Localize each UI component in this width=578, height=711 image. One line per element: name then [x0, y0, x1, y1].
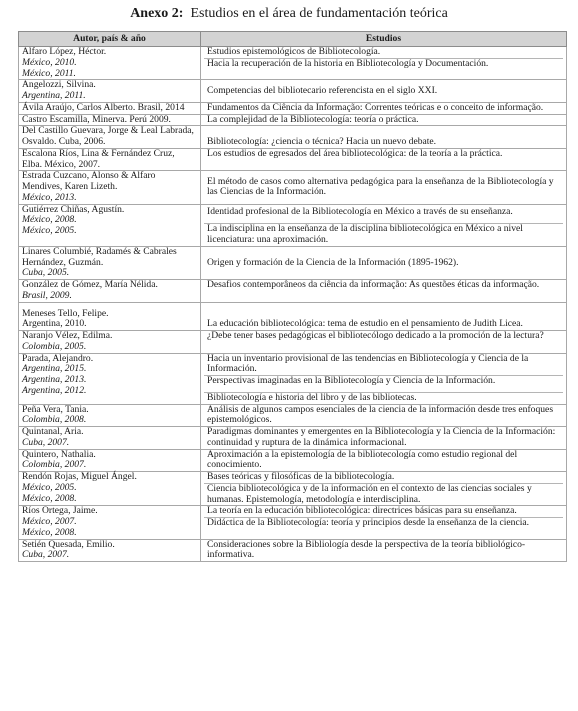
author-name: Meneses Tello, Felipe.: [22, 307, 109, 319]
table-row: [19, 539, 567, 562]
author-year: Brasil, 2009.: [22, 289, 72, 301]
study-title: Ciencia bibliotecológica y de la información en el contexto de las ciencias sociales y humanas. Epistemología, metodología e interdisciplina.: [204, 483, 563, 506]
header-author: Autor, país & año: [19, 32, 201, 47]
study-title: Identidad profesional de la Bibliotecología en México a través de su enseñanza.: [207, 205, 513, 217]
author-name: Angelozzi, Silvina.: [22, 79, 96, 91]
author-cell: [19, 427, 201, 450]
author-year: Argentina, 2011.: [22, 90, 86, 101]
author-year: Cuba, 2007.: [22, 549, 70, 561]
author-cell: [19, 506, 201, 539]
studies-cell: [201, 114, 567, 126]
study-title: Bases teóricas y filosóficas de la bibliotecología.: [207, 471, 395, 482]
header-studies: Estudios: [201, 32, 567, 47]
studies-cell: [201, 126, 567, 149]
author-year: México, 2008.: [22, 492, 77, 504]
table-row: [19, 449, 567, 472]
author-cell: [19, 80, 201, 103]
study-title: Desafios contemporâneos da ciência da informação: As questões éticas da informação.: [207, 279, 540, 290]
author-year: Cuba, 2005.: [22, 267, 70, 279]
studies-cell: [201, 449, 567, 472]
annex-title-text: Estudios en el área de fundamentación teórica: [190, 6, 448, 21]
table-row: [19, 204, 567, 246]
author-name-year: Ávila Araújo, Carlos Alberto. Brasil, 2014: [22, 101, 185, 113]
study-title: Hacia la recuperación de la historia en Bibliotecología y Documentación.: [204, 58, 563, 70]
author-name: Naranjo Vélez, Edilma.: [22, 330, 113, 341]
table-row: [19, 126, 567, 149]
study-title: La indisciplina en la enseñanza de la disciplina bibliotecológica en México a nivel licenciatura: una aproximación.: [204, 223, 563, 246]
author-name: Setién Quesada, Emilio.: [22, 538, 115, 550]
studies-cell: [201, 102, 567, 114]
annex-label: Anexo 2:: [130, 6, 184, 21]
study-title: Bibliotecología e historia del libro y de las bibliotecas.: [204, 392, 563, 404]
author-cell: [19, 126, 201, 149]
author-name: Gutiérrez Chiñas, Agustín.: [22, 203, 125, 215]
author-cell: [19, 302, 201, 331]
author-year: Colombia, 2008.: [22, 414, 87, 426]
author-year: México, 2005.: [22, 481, 77, 493]
study-title: Hacia un inventario provisional de las tendencias en Bibliotecología y Ciencia de la Información.: [207, 352, 529, 375]
author-name: Quintero, Nathalia.: [22, 448, 96, 460]
author-cell: [19, 148, 201, 171]
table-row: [19, 102, 567, 114]
author-name: González de Gómez, María Nélida.: [22, 279, 158, 290]
author-cell: [19, 539, 201, 562]
author-year: Argentina, 2012.: [22, 384, 87, 396]
author-year: Cuba, 2007.: [22, 436, 70, 448]
author-name: Quintanal, Aria.: [22, 426, 84, 437]
author-cell: [19, 331, 201, 354]
author-cell: [19, 171, 201, 204]
author-year: México, 2007.: [22, 516, 77, 527]
study-title: Perspectivas imaginadas en la Bibliotecología y Ciencia de la Información.: [204, 375, 563, 392]
table-row: [19, 427, 567, 450]
author-cell: [19, 404, 201, 427]
study-title: Estudios epistemológicos de Bibliotecología.: [207, 46, 381, 57]
author-name: Rendón Rojas, Miguel Ángel.: [22, 471, 137, 482]
author-name: Linares Columbié, Radamés & Cabrales Hernández, Guzmán.: [22, 245, 177, 268]
author-cell: [19, 246, 201, 279]
studies-cell: [201, 148, 567, 171]
table-header-row: [19, 32, 567, 47]
study-title: Didáctica de la Bibliotecología: teoría y principios desde la enseñanza de la ciencia.: [204, 517, 563, 529]
table-row: [19, 353, 567, 404]
author-cell: [19, 280, 201, 303]
author-cell: [19, 102, 201, 114]
study-title: Fundamentos da Ciência da Informação: Correntes teóricas e o conceito de informação.: [207, 101, 544, 113]
studies-cell: [201, 472, 567, 506]
author-year: México, 2010.: [22, 56, 77, 68]
table-row: [19, 472, 567, 506]
studies-cell: [201, 280, 567, 303]
study-title: Los estudios de egresados del área bibliotecológica: de la teoría a la práctica.: [207, 147, 503, 159]
studies-cell: [201, 353, 567, 404]
table-row: [19, 171, 567, 204]
studies-cell: [201, 404, 567, 427]
author-year: Colombia, 2005.: [22, 340, 87, 352]
author-cell: [19, 114, 201, 126]
study-title: La teoría en la educación bibliotecológica: directrices básicas para su enseñanza.: [207, 505, 517, 517]
studies-table: [18, 31, 567, 562]
table-row: [19, 148, 567, 171]
table-row: [19, 506, 567, 539]
author-cell: [19, 204, 201, 246]
study-title: Análisis de algunos campos esenciales de la ciencia de la información desde tres enfoques epistemológicos.: [207, 403, 554, 426]
author-name: Estrada Cuzcano, Alonso & Alfaro Mendives, Karen Lizeth.: [22, 170, 156, 192]
studies-cell: [201, 204, 567, 246]
table-row: [19, 114, 567, 126]
table-row: [19, 246, 567, 279]
study-title: ¿Debe tener bases pedagógicas el bibliotecólogo dedicado a la promoción de la lectura?: [207, 330, 544, 341]
studies-cell: [201, 171, 567, 204]
author-name: Ríos Ortega, Jaime.: [22, 505, 98, 517]
author-name-year: Castro Escamilla, Minerva. Perú 2009.: [22, 113, 171, 125]
author-year: México, 2008.: [22, 214, 77, 226]
author-cell: [19, 353, 201, 404]
study-title: Origen y formación de la Ciencia de la Información (1895-1962).: [207, 256, 459, 268]
table-row: [19, 80, 567, 103]
author-name-year: Del Castillo Guevara, Jorge & Leal Labrada, Osvaldo. Cuba, 2006.: [22, 125, 194, 147]
table-row: [19, 302, 567, 331]
study-title: El método de casos como alternativa pedagógica para la enseñanza de la Bibliotecología y las Ciencias de la Información.: [207, 175, 554, 198]
studies-cell: [201, 302, 567, 331]
author-year: Colombia, 2007.: [22, 459, 87, 471]
table-row: [19, 47, 567, 80]
author-year: Argentina, 2015.: [22, 363, 87, 375]
study-title: Bibliotecología: ¿ciencia o técnica? Hacia un nuevo debate.: [207, 136, 437, 147]
author-name: Peña Vera, Tania.: [22, 403, 89, 415]
author-name: Alfaro López, Héctor.: [22, 46, 107, 57]
author-cell: [19, 47, 201, 80]
studies-cell: [201, 80, 567, 103]
author-year: Argentina, 2013.: [22, 374, 87, 385]
table-row: [19, 331, 567, 354]
author-year: México, 2013.: [22, 191, 77, 203]
studies-cell: [201, 331, 567, 354]
author-name: Parada, Alejandro.: [22, 352, 94, 364]
studies-cell: [201, 506, 567, 539]
study-title: La complejidad de la Bibliotecología: teoría o práctica.: [207, 113, 419, 125]
author-year: México, 2011.: [22, 67, 76, 79]
study-title: La educación bibliotecológica: tema de estudio en el pensamiento de Judith Licea.: [207, 318, 523, 330]
annex-title: [0, 5, 578, 22]
study-title: Competencias del bibliotecario referencista en el siglo XXI.: [207, 84, 438, 96]
author-year: México, 2005.: [22, 225, 77, 236]
table-row: [19, 280, 567, 303]
study-title: Aproximación a la epistemología de la bibliotecología como estudio regional del conocimiento.: [207, 448, 518, 471]
studies-cell: [201, 246, 567, 279]
study-title: Paradigmas dominantes y emergentes en la Bibliotecología y la Ciencia de la Información: continuidad y ruptura de la dinámica informacional.: [207, 426, 556, 448]
author-cell: [19, 472, 201, 506]
studies-cell: [201, 539, 567, 562]
author-cell: [19, 449, 201, 472]
studies-cell: [201, 427, 567, 450]
author-year: México, 2008.: [22, 526, 77, 538]
studies-cell: [201, 47, 567, 80]
study-title: Consideraciones sobre la Bibliología desde la perspectiva de la teoría bibliológico-informativa.: [207, 538, 526, 561]
table-row: [19, 404, 567, 427]
author-name-year: Escalona Ríos, Lina & Fernández Cruz, Elba. México, 2007.: [22, 147, 175, 170]
author-year: Argentina, 2010.: [22, 318, 87, 330]
